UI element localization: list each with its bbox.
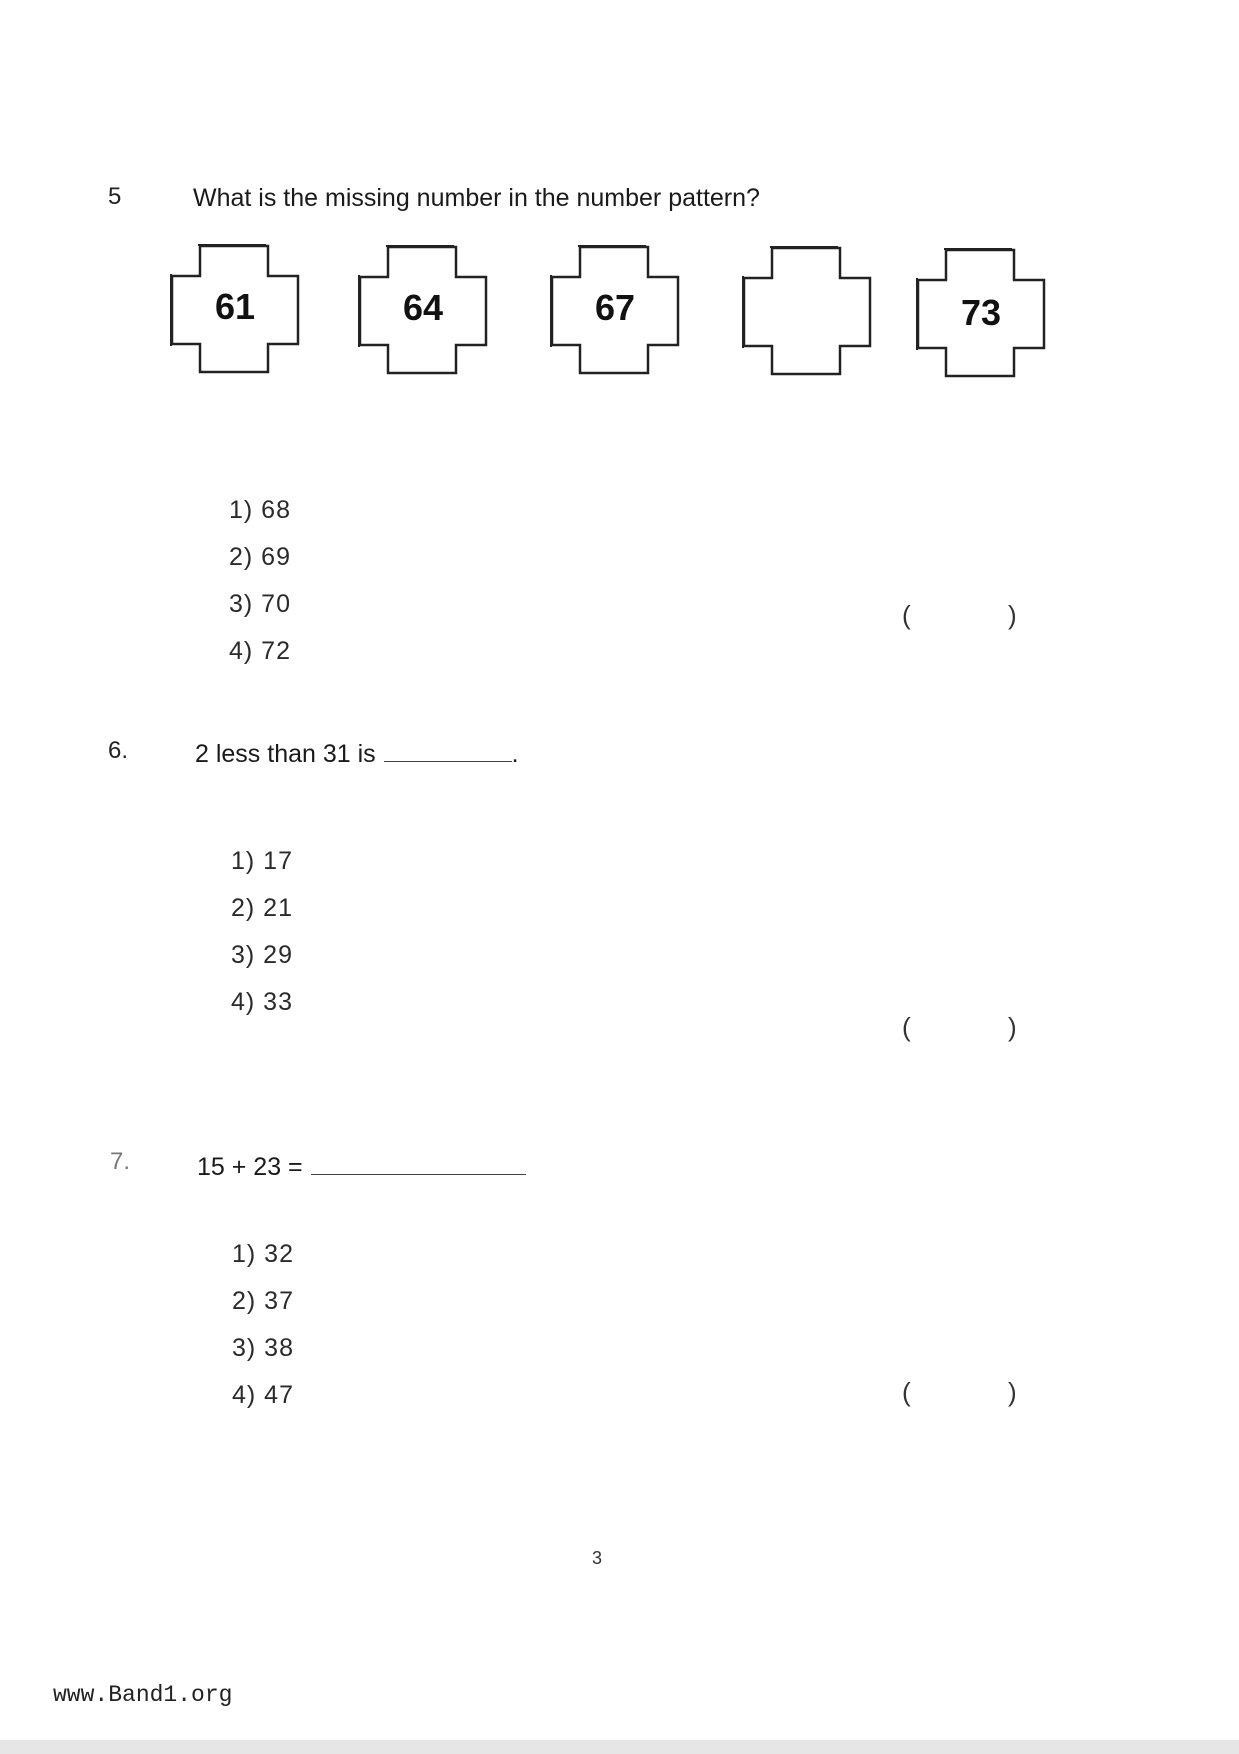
question-6-blank-suffix: .	[511, 740, 519, 768]
question-5-number: 5	[108, 183, 122, 210]
pattern-value-3: 67	[594, 287, 636, 328]
question-6-answer-blank[interactable]	[384, 737, 512, 762]
question-7-stem	[197, 1148, 526, 1182]
q6-option-3: 3) 29	[231, 941, 293, 969]
pattern-cross-5	[916, 248, 1046, 378]
q5-option-4: 4) 72	[229, 637, 291, 665]
scan-edge	[0, 1740, 1239, 1754]
question-5-text: What is the missing number in the number pattern?	[193, 184, 760, 212]
question-6-text: 2 less than 31 is	[195, 740, 376, 768]
pattern-cross-4-missing	[742, 246, 872, 376]
page-number: 3	[592, 1548, 603, 1568]
q7-option-4: 4) 47	[232, 1381, 294, 1409]
pattern-cross-2	[358, 245, 488, 375]
q6-option-4: 4) 33	[231, 988, 293, 1016]
q5-option-1: 1) 68	[229, 496, 291, 524]
pattern-cross-1	[170, 244, 300, 374]
cross-shape-icon	[742, 246, 872, 376]
q7-answer-box[interactable]	[930, 1380, 1000, 1410]
question-7-answer-blank[interactable]	[311, 1148, 526, 1175]
question-6-number: 6.	[108, 737, 129, 764]
question-7-text: 15 + 23 =	[197, 1153, 303, 1181]
pattern-cross-3	[550, 245, 680, 375]
pattern-value-2: 64	[402, 287, 444, 328]
q5-answer-box[interactable]	[930, 604, 1000, 634]
q5-answer-open-paren: (	[902, 600, 911, 630]
q7-option-2: 2) 37	[232, 1287, 294, 1315]
pattern-value-1: 61	[214, 286, 256, 327]
q6-option-1: 1) 17	[231, 847, 293, 875]
question-7-number: 7.	[110, 1148, 131, 1175]
pattern-value-5: 73	[960, 292, 1002, 333]
q7-answer-open-paren: (	[902, 1377, 911, 1407]
q7-option-3: 3) 38	[232, 1334, 294, 1362]
q6-answer-close-paren: )	[1008, 1012, 1017, 1042]
footer-url[interactable]: www.Band1.org	[53, 1682, 233, 1708]
q6-option-2: 2) 21	[231, 894, 293, 922]
q6-answer-box[interactable]	[930, 1015, 1000, 1045]
q6-answer-open-paren: (	[902, 1012, 911, 1042]
q5-answer-close-paren: )	[1008, 600, 1017, 630]
q7-answer-close-paren: )	[1008, 1377, 1017, 1407]
question-6-stem	[195, 737, 519, 769]
q5-option-2: 2) 69	[229, 543, 291, 571]
q7-option-1: 1) 32	[232, 1240, 294, 1268]
q5-option-3: 3) 70	[229, 590, 291, 618]
number-pattern	[160, 240, 1060, 390]
